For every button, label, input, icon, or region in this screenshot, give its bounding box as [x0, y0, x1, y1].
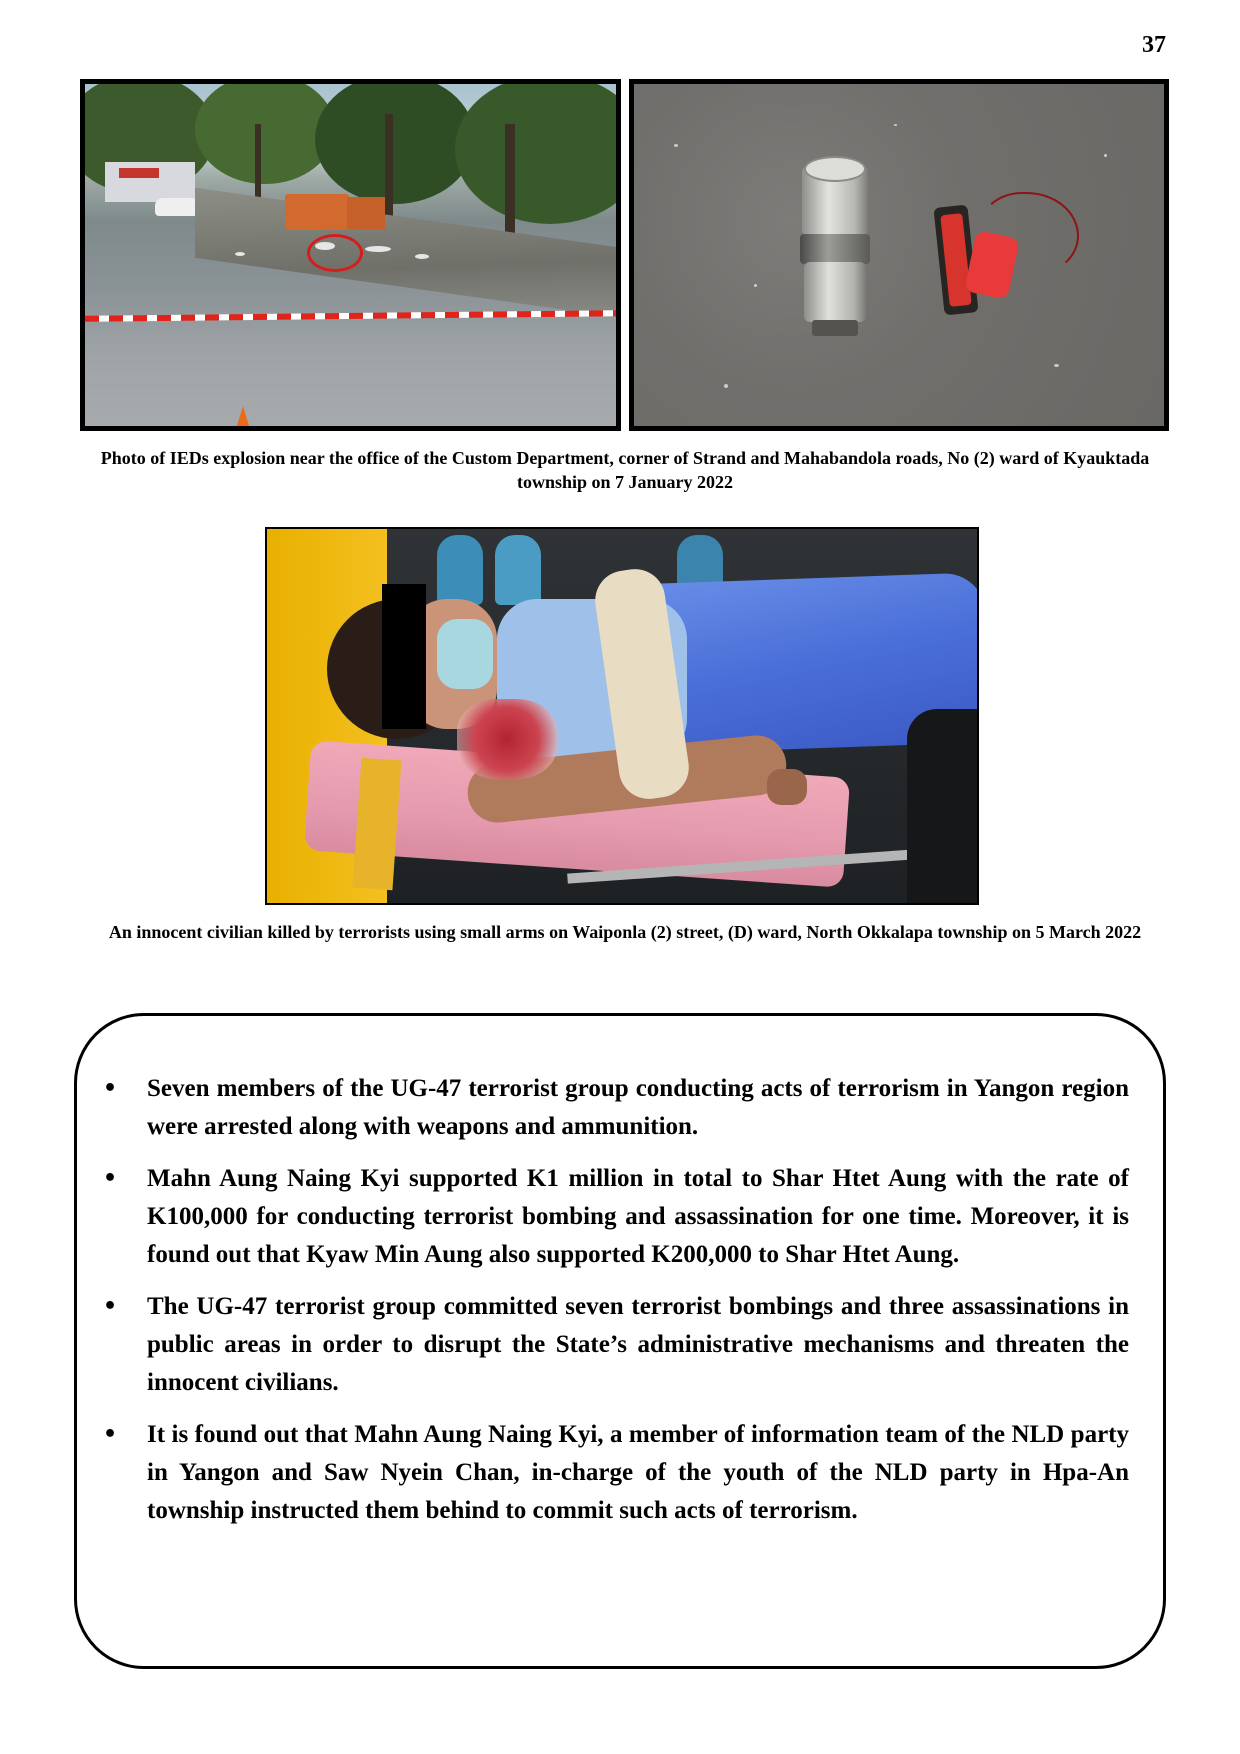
civilian-victim-photo [265, 527, 979, 905]
barrier-tape [85, 310, 616, 322]
figure-caption-2: An innocent civilian killed by terrorists using small arms on Waiponla (2) street, (D) ward, North Okkalapa township on 5 March 2022 [108, 922, 1142, 942]
summary-bullet: • The UG-47 terrorist group committed seven terrorist bombings and three assassinations in public areas in order to disrupt the State’s administrative mechanisms and threaten the innocent civilians. [77, 1288, 1163, 1402]
summary-bullet-list [77, 1070, 1163, 1544]
censor-bar [382, 584, 426, 729]
summary-bullet: • It is found out that Mahn Aung Naing Kyi, a member of information team of the NLD party in Yangon and Saw Nyein Chan, in-charge of the youth of the NLD party in Hpa-An township instructed them behind to commit such acts of terrorism. [77, 1416, 1163, 1530]
explosion-site-photo [80, 79, 621, 431]
figure-caption-1: Photo of IEDs explosion near the office of the Custom Department, corner of Strand and Mahabandola roads, No (2) ward of Kyauktada township on 7 January 2022 [100, 448, 1150, 492]
summary-box [74, 1013, 1166, 1669]
page-number: 37 [1142, 32, 1166, 58]
summary-bullet: • Seven members of the UG-47 terrorist group conducting acts of terrorism in Yangon region were arrested along with weapons and ammunition. [77, 1070, 1163, 1146]
traffic-cone [235, 406, 251, 431]
ied-components-photo [629, 79, 1169, 431]
summary-bullet: • Mahn Aung Naing Kyi supported K1 million in total to Shar Htet Aung with the rate of K100,000 for conducting terrorist bombing and assassination for one time. Moreover, it is found out that Kyaw Min Aung also supported K200,000 to Shar Htet Aung. [77, 1160, 1163, 1274]
highlight-circle [307, 234, 363, 272]
